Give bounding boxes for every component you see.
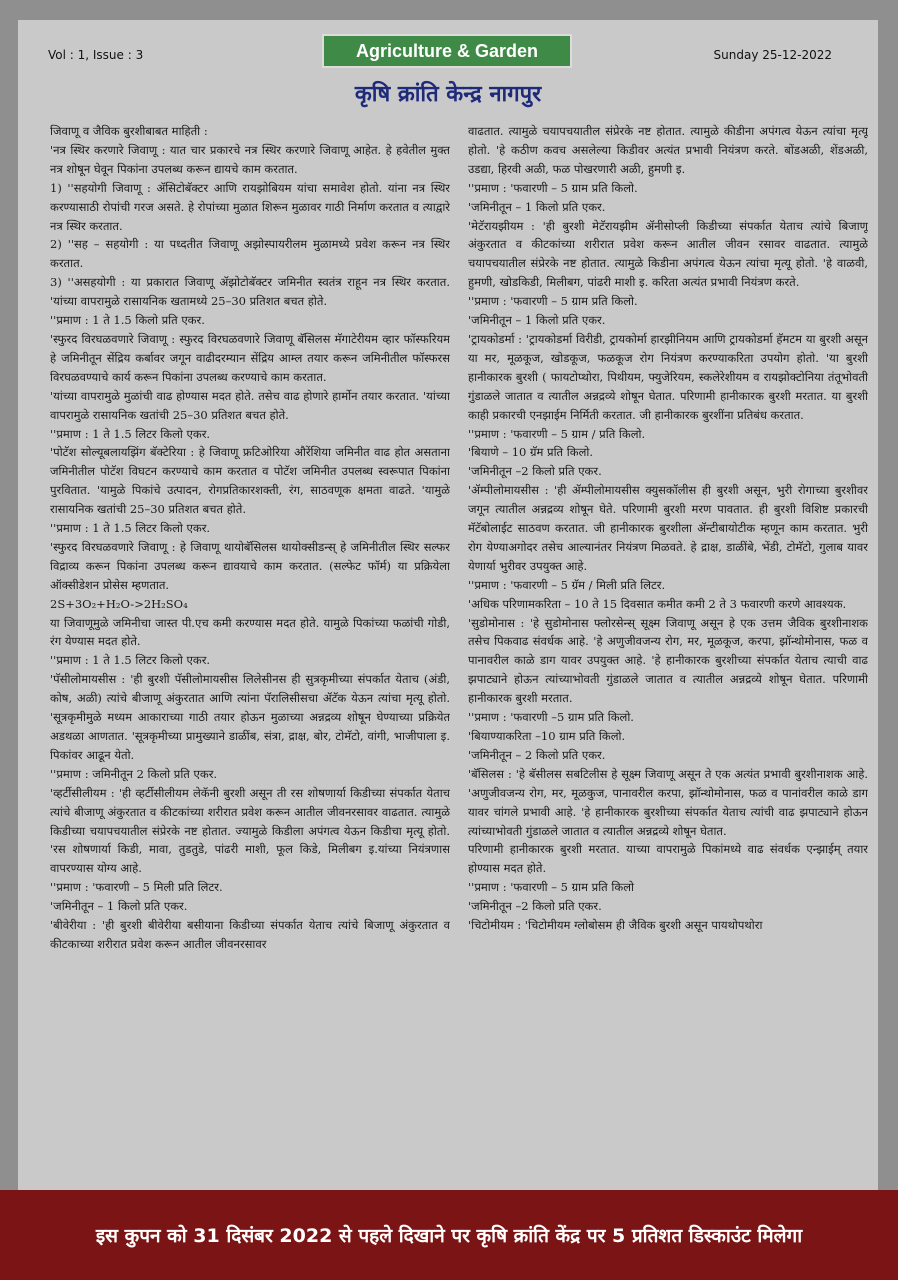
paragraph: या जिवाणूमुळे जमिनीचा जास्त पी.एच कमी करण्यास मदत होते. यामुळे पिकांच्या फळांची गोडी, रंग येण्यास मदत होते. — [50, 615, 450, 649]
paragraph: 3) ''असहयोगी : या प्रकारात जिवाणू ॲझोटोबॅक्टर जमिनीत स्वतंत्र राहून नत्र स्थिर करतात. 'यांच्या वापरामुळे रासायनिक खतामध्ये 25–30 प्रतिशत बचत होते. — [50, 275, 450, 309]
paragraph: परिणामी हानीकारक बुरशी मरतात. याच्या वापरामुळे पिकांमध्ये वाढ संवर्धक एन्झाईम् तयार होण्यास मदत होते. — [468, 842, 868, 876]
paragraph: ''प्रमाण : जमिनीतून 2 किलो प्रति एकर. — [50, 766, 218, 781]
newsletter-header — [18, 20, 878, 132]
volume-issue: Vol : 1, Issue : 3 — [48, 48, 144, 62]
issue-date: Sunday 25-12-2022 — [713, 48, 832, 62]
coupon-banner — [0, 1190, 898, 1280]
left-column — [50, 122, 450, 1192]
paragraph: 'पॅसीलोमायसीस : 'ही बुरशी पॅसीलोमायसीस लिलेसीनस ही सुत्रकृमीच्या संपर्कात येताच (अंडी, कोष, अळी) त्यांचे बीजाणू अंकुरतात आणि त्यांना पॅरालिसीसचा ॲटॅक येऊन त्यांचा मृत्यू होतो. 'सूत्रकृमीमुळे मध्यम आकाराच्या गाठी तयार होऊन मुळाच्या अन्नद्रव्य शोषून घेण्याच्या प्रक्रियेत अडथळा आणतात. 'सूत्रकृमीच्या प्रामुख्याने डाळींब, संत्रा, द्राक्ष, बोर, टोमॅटो, वांगी, भाजीपाला इ. पिकांवर आढून येतो. — [50, 672, 450, 762]
newsletter-page — [18, 20, 878, 1270]
paragraph: ''प्रमाण : 1 ते 1.5 किलो प्रति एकर. — [50, 313, 205, 328]
paragraph: 'स्फुरद विरघळवणारे जिवाणू : स्फुरद विरघळवणारे जिवाणू बॅसिलस मॅगाटेरीयम व्हार फॉस्फरियम हे जमिनीतून सेंद्रिय कर्बावर जगून वाढीदरम्यान सेंद्रिय आम्ल तयार करून जमिनीतील फॉस्फरस विरघळवण्याचे कार्य करून पिकांना उपलब्ध करण्याचे काम करतात. — [50, 331, 450, 384]
page-title: कृषि क्रांति केन्द्र नागपुर — [354, 81, 542, 107]
paragraph: 'मेटॅरायझीयम : 'ही बुरशी मेटॅरायझीम ॲनीसोप्ली किडीच्या संपर्कात येताच त्यांचे बिजाणू अंकुरतात व कीटकांच्या शरीरात प्रवेश करून आतील जीवन रसावर वाढतात. त्यामुळे चयापचयातील संप्रेरके नष्ट होतात. त्यामुळे किडीना अपंगत्व येऊन त्यांचा मृत्यू होतो. 'हे वाळवी, हुमणी, खोडकिडी, मिलीबग, पांढरी माशी इ. करिता अत्यंत प्रभावी नियंत्रण करते. — [468, 218, 868, 290]
paragraph: 'नत्र स्थिर करणारे जिवाणू : यात चार प्रकारचे नत्र स्थिर करणारे जिवाणू आहेत. हे हवेतील मुक्त नत्र शोषून घेवून पिकांना उपलब्ध करून द्यायचे काम करतात. — [50, 142, 450, 176]
paragraph: 'ट्रायकोडर्मा : 'ट्रायकोडर्मा विरीडी, ट्रायकोर्मा हारझीनियम आणि ट्रायकोडर्मा हॅमटम या बुरशी असून या मर, मूळकूज, खोडकूज, फळकूज रोग नियंत्रण करण्याकरिता उपयोग होतो. 'या बुरशी हानीकारक बुरशी ( फायटोप्थोरा, पिथीयम, फ्युजेरियम, स्कलेरेशीयम व रायझोक्टोनिया तंतूभोवती गुंडाळले जातात व त्यातील अन्नद्रव्ये शोषून घेतात. परिणामी हानीकारक बुरशी मरतात. या बुरशी काही प्रकारची एनझाईम निर्मिती करतात. जी हानीकारक बुरशींना प्रतिबंध करतात. — [468, 331, 868, 422]
paragraph: 'जमिनीतून – 2 किलो प्रति एकर. — [468, 747, 606, 762]
paragraph: 'जमिनीतून – 1 किलो प्रति एकर. — [468, 313, 606, 328]
paragraph: 'बीवेरीया : 'ही बुरशी बीवेरीया बसीयाना किडीच्या संपर्कात येताच त्यांचे बिजाणू अंकुरतात व कीटकाच्या शरीरात प्रवेश करून आतील जीवनरसावर — [50, 918, 450, 951]
coupon-text: इस कुपन को 31 दिसंबर 2022 से पहले दिखाने पर कृषि क्रांति केंद्र पर 5 प्रतिशत डिस्काउंट मिलेगा — [95, 1225, 803, 1247]
paragraph: 2) ''सह – सहयोगी : या पध्दतीत जिवाणू अझोस्पायरीलम मुळामध्ये प्रवेश करून नत्र स्थिर करतात. — [50, 237, 450, 271]
paragraph: ''प्रमाण : 'फवारणी –5 ग्राम प्रति किलो. — [468, 710, 634, 725]
paragraph: 'जमिनीतून –2 किलो प्रति एकर. — [468, 899, 602, 914]
paragraph: 'अधिक परिणामकरिता – 10 ते 15 दिवसात कमीत कमी 2 ते 3 फवारणी करणे आवश्यक. — [468, 596, 847, 611]
paragraph: 'ॲम्पीलोमायसीस : 'ही ॲम्पीलोमायसीस क्युसकॉलीस ही बुरशी असून, भुरी रोगाच्या बुरशीवर जगून त्यातील अन्नद्रव्य शोषून घेते. परिणामी बुरशी मरण पावतात. ही बुरशी विशिष्ट प्रकारची मॅटॅबोलाईट साठवण करतात. जी हानीकारक बुरशीला ॲन्टीबायोटीक म्हणून काम करतात. भुरी रोग येण्याअगोदर तसेच आल्यानंतर नियंत्रण मिळवते. हे द्राक्ष, डाळींबे, भेंडी, टोमॅटो, गुलाब यावर येणार्या भुरीवर उपयुक्त आहे. — [468, 483, 868, 573]
paragraph: 'यांच्या वापरामुळे मुळांची वाढ होण्यास मदत होते. तसेच वाढ होणारे हार्मोन तयार करतात. 'यांच्या वापरामुळे रासायनिक खतांची 25–30 प्रतिशत बचत होते. — [50, 388, 450, 422]
paragraph: 'पोटॅश सोल्यूबलायझिंग बॅक्टेरिया : हे जिवाणू फ्रटिओरिया औरेंशिया जमिनीत वाढ होत असताना जमिनीतील पोटॅश विघटन करण्याचे काम करतात व पोटॅश जमिनीत उपलब्ध स्वरूपात पिकांना पुरवितात. 'यामुळे पिकांचे उत्पादन, रोगप्रतिकारशक्ती, रंग, साठवणूक क्षमता वाढते. 'यामुळे रासायनिक खतांची 25–30 प्रतिशत बचत होते. — [50, 445, 450, 517]
paragraph: 'व्हर्टीसीलीयम : 'ही व्हर्टीसीलीयम लेकॅनी बुरशी असून ती रस शोषणार्या किडीच्या संपर्कात येताच त्यांचे बीजाणू अंकुरतात व कीटकांच्या शरीरात प्रवेश करून आतील जीवनरसावर वाढतात. त्यामुळे किडीच्या चयापचयातील संप्रेरके नष्ट होतात. ज्यामुळे किडीला अपंगत्व येऊन किडीचा मृत्यू होतो. 'रस शोषणार्या किडी, मावा, तुडतुडे, पांढरी माशी, फूल किडे, मिलीबग इ.यांच्या नियंत्रणास वापरण्यास योग्य आहे. — [50, 785, 450, 876]
paragraph: ''प्रमाण : 1 ते 1.5 लिटर किलो एकर. — [50, 426, 211, 441]
article-body — [50, 122, 870, 1192]
paragraph: 'सुडोमोनास : 'हे सुडोमोनास फ्लोरसेन्स् सूक्ष्म जिवाणू असून हे एक उत्तम जैविक बुरशीनाशक तसेच पिकवाढ संवर्धक आहे. 'हे अणुजीवजन्य रोग, मर, मूळकूज, करपा, झॉन्थोमोनास, फळ व पानावरील काळे डाग यावर उपयुक्त आहे. 'हे हानीकारक बुरशीच्या संपर्कात येताच त्याची वाढ झपाट्याने होऊन त्यांच्याभोवती गुंडाळले जातात व त्यातील अन्नद्रव्ये शोषून घेतात. परिणामी हानीकारक बुरशी मरतात. — [468, 615, 868, 706]
paragraph: 'चिटोमीयम : 'चिटोमीयम ग्लोबोसम ही जैविक बुरशी असून पायथोपथोरा — [468, 918, 763, 933]
paragraph: 'जमिनीतून – 1 किलो प्रति एकर. — [50, 899, 188, 914]
paragraph: 1) ''सहयोगी जिवाणू : ॲसिटोबॅक्टर आणि रायझोबियम यांचा समावेश होतो. यांना नत्र स्थिर करण्यासाठी रोपांची गरज असते. हे रोपांच्या मुळात शिरून मुळावर गाठी निर्माण करतात व त्याद्वारे नत्र स्थिर करतात. — [50, 180, 450, 233]
paragraph: 'बियाणे – 10 ग्रॅम प्रति किलो. — [468, 445, 594, 460]
paragraph: 2S+3O₂+H₂O->2H₂SO₄ — [50, 596, 188, 611]
paragraph: ''प्रमाण : 'फवारणी – 5 ग्राम / प्रति किलो. — [468, 426, 646, 441]
paragraph: ''प्रमाण : 'फवारणी – 5 ग्राम प्रति किलो — [468, 880, 634, 895]
paragraph: ''प्रमाण : 'फवारणी – 5 ग्राम प्रति किलो. — [468, 180, 638, 195]
paragraph: 'बियाण्याकरिता –10 ग्राम प्रति किलो. — [468, 729, 626, 743]
paragraph: ''प्रमाण : 'फवारणी – 5 ग्रॅम / मिली प्रति लिटर. — [468, 577, 666, 592]
paragraph: 'बॅसिलस : 'हे बॅसीलस सबटिलीस हे सूक्ष्म जिवाणू असून ते एक अत्यंत प्रभावी बुरशीनाशक आहे. 'अणुजीवजन्य रोग, मर, मूळकुज, पानावरील करपा, झॉन्थोमोनास, फळ व पानांवरील काळे डाग यावर चांगले प्रभावी आहे. 'हे हानीकारक बुरशीच्या संपर्कात येताच त्यांची वाढ झपाट्याने होऊन त्यांच्याभोवती गुंडाळले जातात व त्यातील अन्नद्रव्ये शोषून घेतात. — [468, 766, 868, 838]
section-tag: Agriculture & Garden — [322, 34, 572, 68]
paragraph: ''प्रमाण : 'फवारणी – 5 ग्राम प्रति किलो. — [468, 294, 638, 309]
paragraph: 'स्फुरद विरघळवणारे जिवाणू : हे जिवाणू थायोबॅसिलस थायोक्सीडन्स् हे जमिनीतील स्थिर सल्फर विद्राव्य करून पिकांना उपलब्ध करून द्यावयाचे काम करतात. (सल्फेट फॉर्म) या प्रक्रियेला ऑक्सीडेशन प्रोसेस म्हणतात. — [50, 539, 450, 592]
right-column — [468, 122, 868, 1192]
paragraph: 'जमिनीतून –2 किलो प्रति एकर. — [468, 464, 602, 479]
paragraph: 'जमिनीतून – 1 किलो प्रति एकर. — [468, 199, 606, 214]
paragraph: ''प्रमाण : 1 ते 1.5 लिटर किलो एकर. — [50, 521, 211, 536]
paragraph: ''प्रमाण : 'फवारणी – 5 मिली प्रति लिटर. — [50, 880, 223, 895]
paragraph: जिवाणू व जैविक बुरशीबाबत माहिती : — [50, 124, 208, 138]
paragraph: वाढतात. त्यामुळे चयापचयातील संप्रेरके नष्ट होतात. त्यामुळे कीडीना अपंगत्व येऊन त्यांचा मृत्यू होतो. 'हे कठीण कवच असलेल्या किडीवर अत्यंत प्रभावी नियंत्रण करते. बोंडअळी, शेंडअळी, उडद्या, हिरवी अळी, फळ पोखरणारी अळी, हुमणी इ. — [468, 124, 868, 176]
paragraph: ''प्रमाण : 1 ते 1.5 लिटर किलो एकर. — [50, 653, 211, 668]
